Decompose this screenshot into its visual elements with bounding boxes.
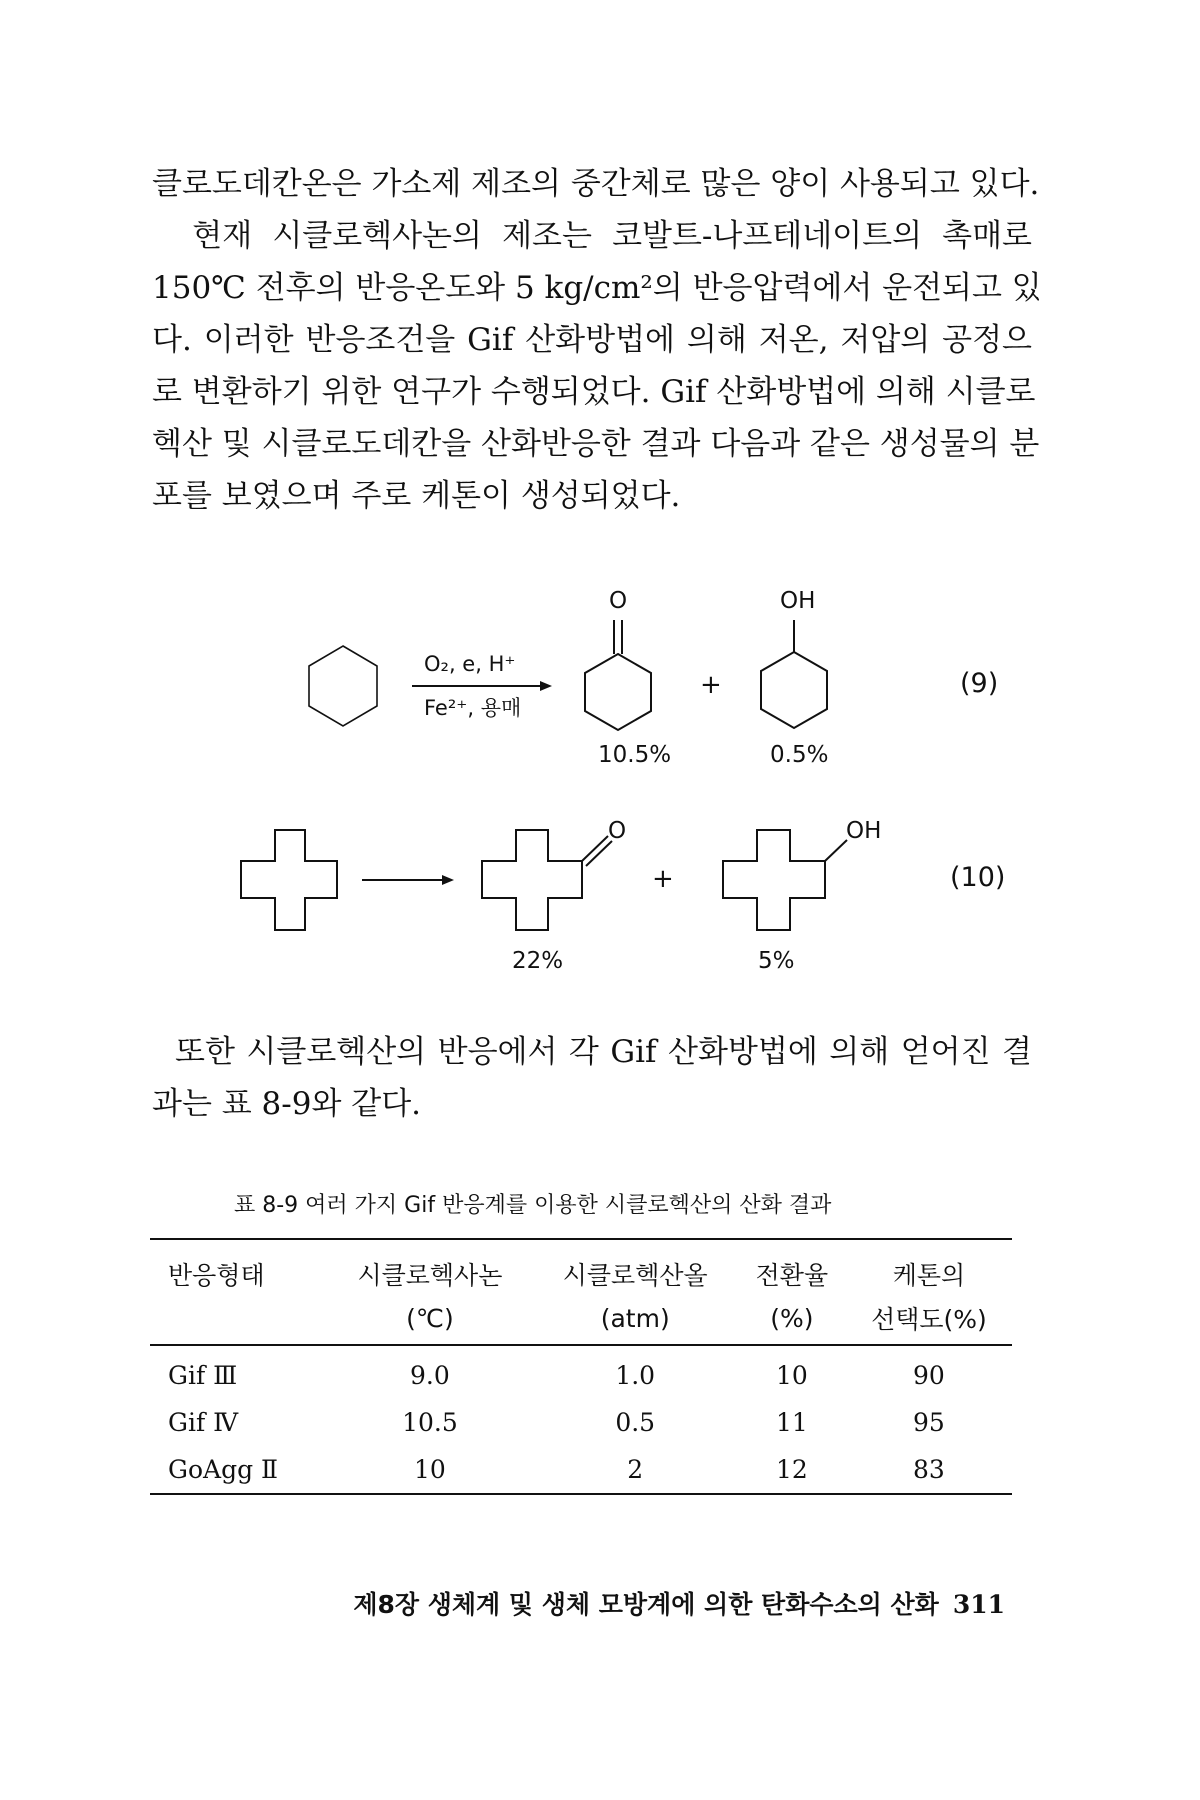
header-cell [150,1296,327,1345]
alcohol-oh-label-10: OH [846,818,882,844]
text-line: 150℃ 전후의 반응온도와 5 kg/cm²의 반응압력에서 운전되고 있 [152,270,1042,306]
cyclododecane-ring [241,830,337,930]
page-footer [325,1585,1005,1621]
equation-number-9: (9) [960,668,999,699]
text-line: 또한 시클로헥산의 반응에서 각 Gif 산화방법에 의해 얻어진 결 [152,1034,1032,1070]
header-cell: 전환율 [738,1239,846,1296]
table-cell: 10.5 [402,1408,458,1437]
header-cell: 시클로헥사논 [327,1239,532,1296]
table-cell: 90 [913,1361,945,1390]
cyclohexane-ring [309,646,377,726]
header-cell: 케톤의 [846,1239,1012,1296]
ketone-yield-9: 10.5% [598,742,672,768]
ketone-yield-10: 22% [512,948,564,974]
paragraph-2 [152,1026,1032,1130]
header-cell: 반응형태 [150,1239,327,1296]
table-cell: 12 [738,1446,846,1494]
page-number: 311 [952,1590,1005,1619]
table-cell: 10 [327,1446,532,1494]
table-cell: 0.5 [615,1408,656,1437]
table-header-row [150,1296,1012,1345]
plus-sign-9: + [700,670,722,700]
table-cell: Gif Ⅳ [168,1408,239,1437]
text-line: 다. 이러한 반응조건을 Gif 산화방법에 의해 저온, 저압의 공정으 [152,322,1032,358]
hydroxyl-bond-10 [825,840,847,861]
table-row [150,1399,1012,1446]
results-table [150,1238,1012,1495]
table-cell: 1.0 [615,1361,656,1390]
text-line: 로 변환하기 위한 연구가 수행되었다. Gif 산화방법에 의해 시클로 [152,374,1036,410]
table-cell: 95 [913,1408,945,1437]
table-cell: 11 [775,1408,808,1437]
table-cell: 83 [846,1446,1012,1494]
chapter-title: 제8장 생체계 및 생체 모방계에 의한 탄화수소의 산화 [353,1590,939,1619]
table-row [150,1446,1012,1494]
alcohol-yield-10: 5% [758,948,795,974]
table-cell: GoAgg Ⅱ [150,1446,327,1494]
header-cell: (%) [738,1296,846,1345]
equation-number-10: (10) [950,862,1006,893]
table-cell: 10 [775,1361,808,1390]
table-header-row [150,1239,1012,1296]
ketone-oxygen-label-10: O [608,818,627,844]
alcohol-yield-9: 0.5% [770,742,829,768]
arrowhead-10 [442,875,454,885]
header-cell: 시클로헥산올 [533,1239,738,1296]
text-line: 현재 시클로헥사논의 제조는 코발트-나프테네이트의 촉매로 [152,218,1032,254]
alcohol-oh-label: OH [780,588,816,614]
paragraph-1 [152,158,1042,522]
text-line: 클로도데칸온은 가소제 제조의 중간체로 많은 양이 사용되고 있다. [152,166,1040,202]
carbonyl-bond-10b [586,841,612,866]
cyclododecanol-ring [723,830,825,930]
conditions-below-arrow: Fe²⁺, 용매 [424,696,522,720]
text-line: 과는 표 8-9와 같다. [152,1086,422,1122]
table-cell: Gif Ⅲ [168,1361,238,1390]
arrowhead-9 [540,681,552,691]
cyclohexanone-ring [585,654,651,730]
table-row [150,1345,1012,1399]
carbonyl-bond-10a [582,836,608,861]
header-cell: (atm) [533,1296,738,1345]
header-cell: 선택도(%) [846,1296,1012,1345]
text-line: 포를 보였으며 주로 케톤이 생성되었다. [152,478,681,514]
table-caption: 표 8-9 여러 가지 Gif 반응계를 이용한 시클로헥산의 산화 결과 [234,1193,832,1218]
header-cell: (℃) [327,1296,532,1345]
cyclohexanol-ring [761,652,827,728]
ketone-oxygen-label: O [609,588,628,614]
cyclododecanone-ring [482,830,582,930]
plus-sign-10: + [652,864,674,894]
table-cell: 2 [533,1446,738,1494]
text-line: 헥산 및 시클로도데칸을 산화반응한 결과 다음과 같은 생성물의 분 [152,426,1040,462]
conditions-above-arrow: O₂, e, H⁺ [424,652,516,676]
table-cell: 9.0 [410,1361,450,1390]
